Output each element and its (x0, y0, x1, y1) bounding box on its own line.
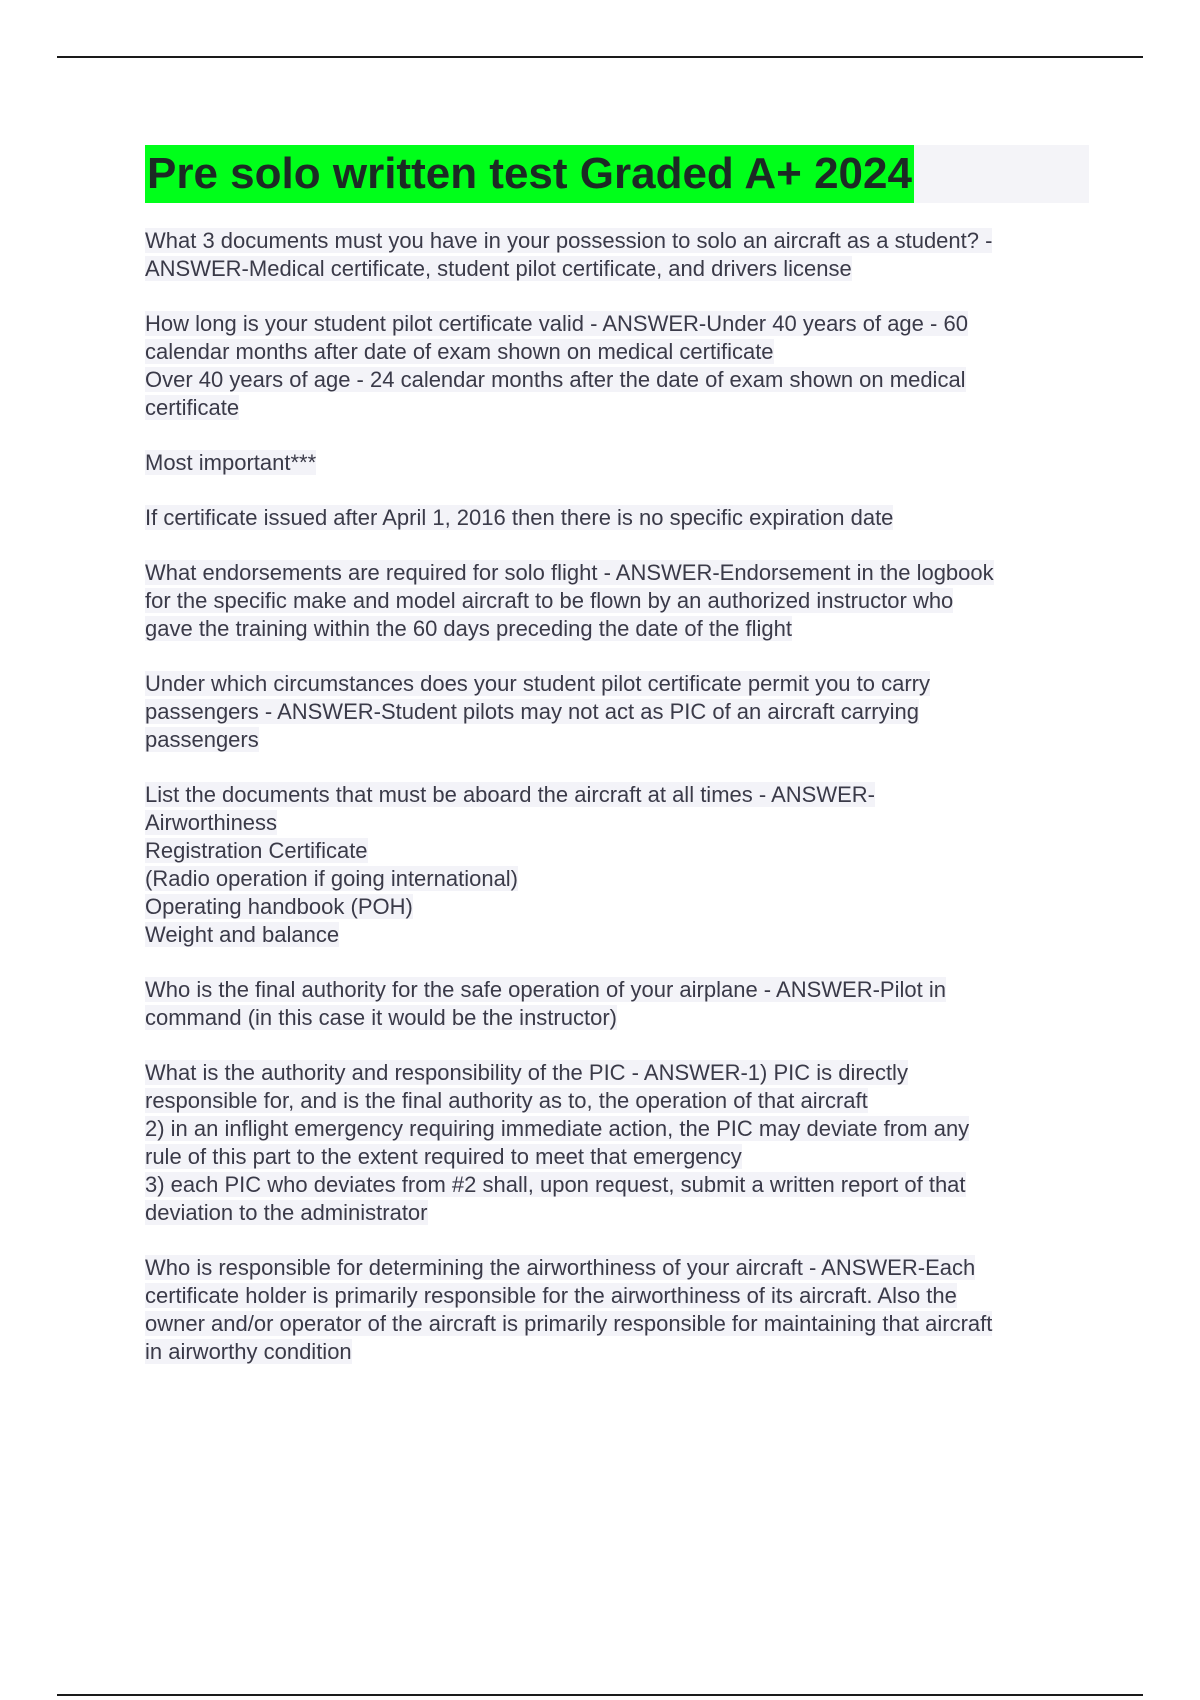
text-line-content: command (in this case it would be the instructor) (145, 1005, 617, 1030)
text-line (145, 1199, 1095, 1227)
text-line (145, 1115, 1095, 1143)
text-line (145, 976, 1095, 1004)
text-line (145, 1059, 1095, 1087)
bottom-divider (57, 1694, 1143, 1696)
text-line (145, 1282, 1095, 1310)
qa-paragraph (145, 670, 1095, 754)
text-line-content: owner and/or operator of the aircraft is primarily responsible for maintaining that aircraft (145, 1311, 993, 1336)
text-line-content: deviation to the administrator (145, 1200, 428, 1225)
text-line (145, 1310, 1095, 1338)
text-line-content: certificate (145, 395, 240, 420)
text-line (145, 587, 1095, 615)
text-line (145, 837, 1095, 865)
qa-paragraph (145, 1254, 1095, 1366)
text-line-content: If certificate issued after April 1, 2016 then there is no specific expiration date (145, 505, 894, 530)
text-line-content: Who is responsible for determining the airworthiness of your aircraft - ANSWER-Each (145, 1255, 976, 1280)
qa-paragraph (145, 1059, 1095, 1227)
text-line-content: Weight and balance (145, 922, 340, 947)
text-line-content: passengers - ANSWER-Student pilots may not act as PIC of an aircraft carrying (145, 699, 919, 724)
top-divider (57, 56, 1143, 58)
text-line-content: Airworthiness (145, 810, 278, 835)
text-line-content: List the documents that must be aboard the aircraft at all times - ANSWER- (145, 782, 875, 807)
text-line-content: 3) each PIC who deviates from #2 shall, upon request, submit a written report of that (145, 1172, 966, 1197)
text-line-content: What 3 documents must you have in your possession to solo an aircraft as a student? - (145, 228, 993, 253)
text-line (145, 1004, 1095, 1032)
text-line (145, 338, 1095, 366)
text-line-content: certificate holder is primarily responsible for the airworthiness of its aircraft. Also the (145, 1283, 957, 1308)
qa-paragraph (145, 310, 1095, 422)
text-line-content: What endorsements are required for solo flight - ANSWER-Endorsement in the logbook (145, 560, 994, 585)
text-line-content: Over 40 years of age - 24 calendar months after the date of exam shown on medical (145, 367, 966, 392)
text-line-content: passengers (145, 727, 259, 752)
text-line-content: rule of this part to the extent required to meet that emergency (145, 1144, 742, 1169)
text-line-content: in airworthy condition (145, 1339, 352, 1364)
text-line-content: gave the training within the 60 days preceding the date of the flight (145, 616, 792, 641)
text-line-content: for the specific make and model aircraft to be flown by an authorized instructor who (145, 588, 954, 613)
text-line (145, 698, 1095, 726)
qa-paragraph (145, 559, 1095, 643)
text-line (145, 1338, 1095, 1366)
text-line (145, 809, 1095, 837)
text-line (145, 310, 1095, 338)
title-bar (145, 145, 1089, 203)
text-line-content: How long is your student pilot certificate valid - ANSWER-Under 40 years of age - 60 (145, 311, 968, 336)
text-line-content: Who is the final authority for the safe operation of your airplane - ANSWER-Pilot in (145, 977, 946, 1002)
text-line-content: Most important*** (145, 450, 317, 475)
text-line (145, 865, 1095, 893)
text-line-content: What is the authority and responsibility of the PIC - ANSWER-1) PIC is directly (145, 1060, 908, 1085)
text-line (145, 227, 1095, 255)
text-line (145, 1143, 1095, 1171)
qa-paragraph (145, 227, 1095, 283)
text-line-content: responsible for, and is the final authority as to, the operation of that aircraft (145, 1088, 868, 1113)
text-line (145, 781, 1095, 809)
text-line-content: 2) in an inflight emergency requiring immediate action, the PIC may deviate from any (145, 1116, 970, 1141)
text-line-content: ANSWER-Medical certificate, student pilot certificate, and drivers license (145, 256, 852, 281)
text-line (145, 449, 1095, 477)
text-line (145, 1087, 1095, 1115)
text-line (145, 1171, 1095, 1199)
text-line-content: Operating handbook (POH) (145, 894, 413, 919)
text-line (145, 921, 1095, 949)
text-line (145, 1254, 1095, 1282)
text-line-content: (Radio operation if going international) (145, 866, 519, 891)
document-body (145, 227, 1095, 1393)
text-line-content: calendar months after date of exam shown on medical certificate (145, 339, 774, 364)
text-line-content: Registration Certificate (145, 838, 368, 863)
qa-paragraph (145, 504, 1095, 532)
text-line-content: Under which circumstances does your student pilot certificate permit you to carry (145, 671, 930, 696)
text-line (145, 255, 1095, 283)
qa-paragraph (145, 976, 1095, 1032)
page-title: Pre solo written test Graded A+ 2024 (145, 145, 914, 203)
text-line (145, 394, 1095, 422)
text-line (145, 504, 1095, 532)
text-line (145, 615, 1095, 643)
text-line (145, 726, 1095, 754)
text-line (145, 366, 1095, 394)
text-line (145, 559, 1095, 587)
text-line (145, 670, 1095, 698)
text-line (145, 893, 1095, 921)
qa-paragraph (145, 781, 1095, 949)
qa-paragraph (145, 449, 1095, 477)
